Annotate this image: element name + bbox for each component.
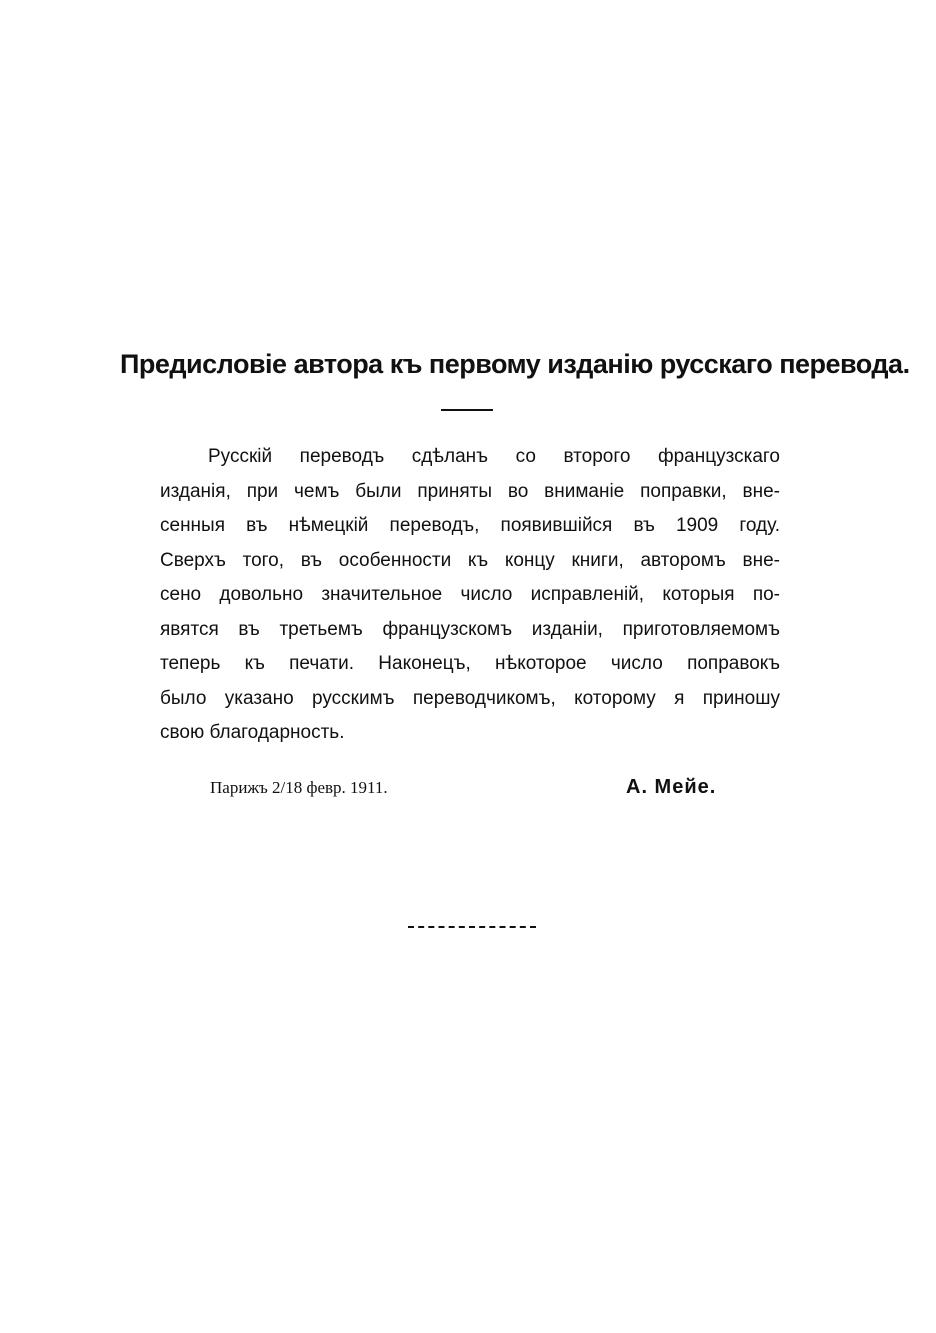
end-divider (408, 926, 536, 928)
body-line: Русскій переводъ сдѣланъ со второго французскаго (208, 446, 780, 467)
body-line: свою благодарность. (160, 722, 345, 743)
body-line: теперь къ печати. Наконецъ, нѣкоторое число поправокъ (160, 653, 780, 674)
title-divider (441, 409, 493, 411)
place-date: Парижъ 2/18 февр. 1911. (210, 778, 388, 797)
body-line: сенныя въ нѣмецкій переводъ, появившійся въ 1909 году. (160, 515, 780, 536)
page-title: Предисловіе автора къ первому изданію русскаго перевода. (120, 349, 910, 379)
body-line: Сверхъ того, въ особенности къ концу книги, авторомъ вне- (160, 549, 780, 571)
body-line: сено довольно значительное число исправленій, которыя по- (160, 584, 780, 605)
author-signature: А. Мейе. (626, 776, 717, 798)
preface-body (160, 440, 780, 751)
body-line: было указано русскимъ переводчикомъ, которому я приношу (160, 687, 780, 709)
body-line: изданія, при чемъ были приняты во вниманіе поправки, вне- (160, 480, 780, 502)
body-line: явятся въ третьемъ французскомъ изданіи, приготовляемомъ (160, 618, 780, 640)
